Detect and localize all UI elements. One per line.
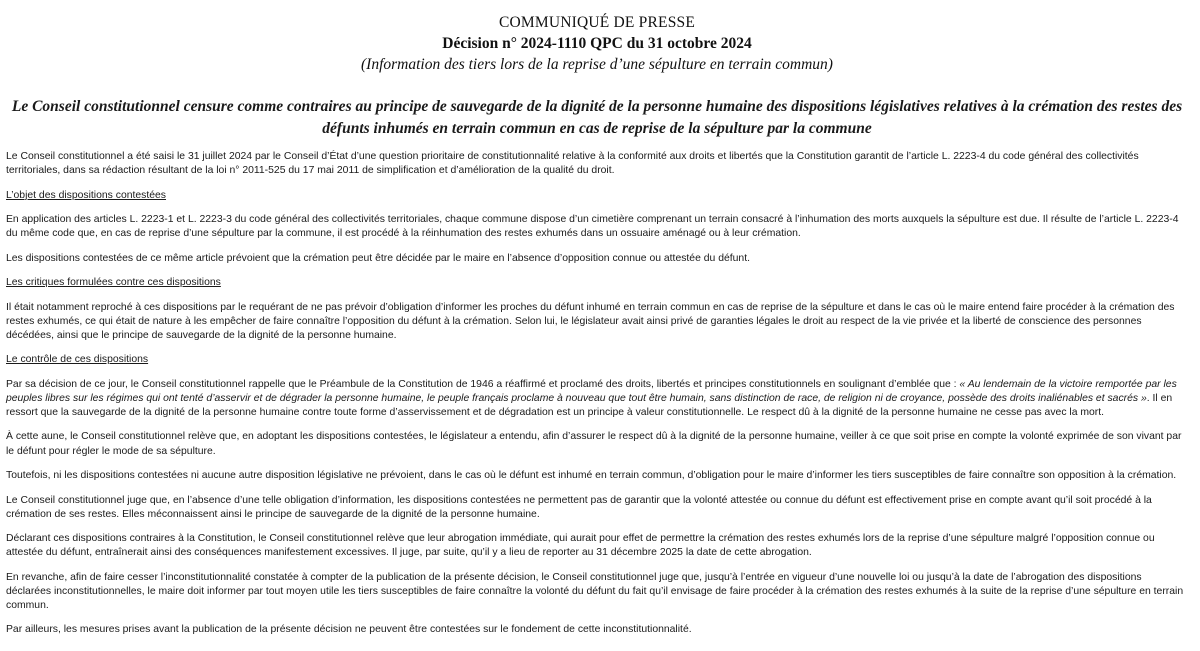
intro-paragraph: Le Conseil constitutionnel a été saisi le 31 juillet 2024 par le Conseil d’État d’une question prioritaire de constitutionnalité relative à la conformité aux droits et libertés que la Constitution garantit de l’article L. 2223-4 du code général des collectivités territoriales, dans sa rédaction résultant de la loi n° 2011-525 du 17 mai 2011 de simplification et d’amélioration de la qualité du droit.: [6, 151, 1139, 177]
paragraph-lead: Par sa décision de ce jour, le Conseil constitutionnel rappelle que le Préambule de la Constitution de 1946 a réaffirmé et proclamé des droits, libertés et principes constitutionnels en soulignant d’emblée que :: [6, 378, 960, 390]
decision-title: Décision n° 2024-1110 QPC du 31 octobre 2024: [442, 35, 752, 52]
paragraph: En application des articles L. 2223-1 et L. 2223-3 du code général des collectivités territoriales, chaque commune dispose d’un cimetière comprenant un terrain consacré à l’inhumation des morts auxquels la sépulture est due. Il résulte de l’article L. 2223-4 du même code que, en cas de reprise d’une sépulture par la commune, il est procédé à la réinhumation des restes exhumés dans un ossuaire aménagé ou à leur crémation.: [6, 214, 1179, 240]
constitution-preamble-quote: « Au lendemain de la victoire remportée par les peuples libres sur les régimes qui ont tenté d’asservir et de dégrader la personne humaine, le peuple français proclame à nouveau que tout être humain, sans distinction de race, de religion ni de croyance, possède des droits inaliénables et sacrés »: [6, 378, 1177, 404]
decision-subject: (Information des tiers lors de la reprise d’une sépulture en terrain commun): [361, 56, 833, 73]
paragraph: Déclarant ces dispositions contraires à la Constitution, le Conseil constitutionnel relève que leur abrogation immédiate, qui aurait pour effet de permettre la crémation des restes exhumés lors de la reprise d’une sépulture malgré l’opposition connue ou attestée du défunt, entraînerait ainsi des conséquences manifestement excessives. Il juge, par suite, qu’il y a lieu de reporter au 31 décembre 2025 la date de cette abrogation.: [6, 533, 1155, 559]
section-heading-control: Le contrôle de ces dispositions: [6, 354, 149, 366]
document-body: [6, 150, 1188, 637]
paragraph: Le Conseil constitutionnel juge que, en l’absence d’une telle obligation d’information, les dispositions contestées ne permettent pas de garantir que la volonté attestée ou connue du défunt est effectivement prise en compte avant qu’il soit procédé à la crémation de ses restes. Elles méconnaissent ainsi le principe de sauvegarde de la dignité de la personne humaine.: [6, 494, 1152, 520]
document-type-label: COMMUNIQUÉ DE PRESSE: [498, 14, 696, 31]
section-heading-object: L’objet des dispositions contestées: [6, 189, 167, 201]
paragraph: Toutefois, ni les dispositions contestées ni aucune autre disposition législative ne prévoient, dans le cas où le défunt est inhumé en terrain commun, d’obligation pour le maire d’informer les tiers susceptibles de faire connaître son opposition à la crémation.: [6, 470, 1177, 482]
paragraph: En revanche, afin de faire cesser l’inconstitutionnalité constatée à compter de la publication de la présente décision, le Conseil constitutionnel juge que, jusqu’à l’entrée en vigueur d’une nouvelle loi ou jusqu’à la date de l’abrogation des dispositions déclarées inconstitutionnelles, le maire doit informer par tout moyen utile les tiers susceptibles de faire connaître la volonté du défunt du fait qu’il envisage de faire procéder à la crémation des restes exhumés à la suite de la reprise d’une sépulture en terrain commun.: [6, 571, 1184, 611]
paragraph: Par ailleurs, les mesures prises avant la publication de la présente décision ne peuvent être contestées sur le fondement de cette inconstitutionnalité.: [6, 624, 692, 636]
paragraph-with-quote: [6, 378, 1188, 420]
paragraph-tail: . Il en ressort que la sauvegarde de la dignité de la personne humaine contre toute forme d’asservissement et de dégradation est un principe à valeur constitutionnelle. Le respect dû à la dignité de la personne humaine ne cesse pas avec la mort.: [6, 392, 1173, 418]
headline: Le Conseil constitutionnel censure comme contraires au principe de sauvegarde de la dignité de la personne humaine des dispositions législatives relatives à la crémation des restes des défunts inhumés en terrain commun en cas de reprise de la sépulture par la commune: [11, 98, 1183, 137]
paragraph: Il était notamment reproché à ces dispositions par le requérant de ne pas prévoir d’obligation d’informer les proches du défunt inhumé en terrain commun en cas de reprise de la sépulture et dans le cas où le maire entend faire procéder à la crémation des restes exhumés, ce qui était de nature à les empêcher de faire connaître l’opposition du défunt à la crémation. Selon lui, le législateur avait ainsi privé de garanties légales le droit au respect de la vie privée et la liberté de conscience des personnes décédées, ainsi que le principe de sauvegarde de la dignité de la personne humaine.: [6, 301, 1175, 341]
section-heading-critiques: Les critiques formulées contre ces dispositions: [6, 277, 221, 289]
paragraph: À cette aune, le Conseil constitutionnel relève que, en adoptant les dispositions contestées, le législateur a entendu, afin d’assurer le respect dû à la dignité de la personne humaine, veiller à ce que soit prise en compte la volonté exprimée de son vivant par le défunt pour régler le mode de sa sépulture.: [6, 431, 1182, 457]
paragraph: Les dispositions contestées de ce même article prévoient que la crémation peut être décidée par le maire en l’absence d’opposition connue ou attestée du défunt.: [6, 252, 750, 264]
